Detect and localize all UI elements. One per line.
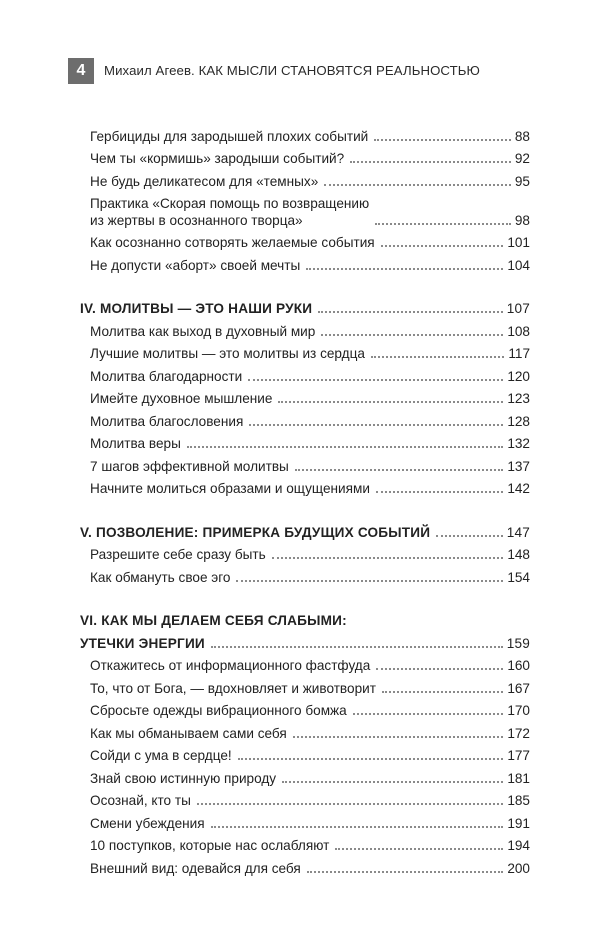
toc-entry[interactable] (80, 719, 530, 742)
toc-entry-page: 160 (507, 658, 530, 673)
toc-entry[interactable] (80, 541, 530, 564)
toc-entry[interactable] (80, 674, 530, 697)
dot-leader (371, 356, 504, 358)
toc-entry-title: Осознай, кто ты (90, 793, 191, 808)
dot-leader (321, 334, 503, 336)
toc-entry-title: Разрешите себе сразу быть (90, 547, 266, 562)
toc-entry-title: Начните молиться образами и ощущениями (90, 481, 370, 496)
toc-entry-title: Гербициды для зародышей плохих событий (90, 128, 369, 144)
dot-leader (238, 758, 504, 760)
toc-entry-page: 167 (507, 680, 530, 696)
toc-entry-title: Сойди с ума в сердце! (90, 748, 232, 763)
dot-leader (335, 848, 503, 850)
dot-leader (248, 379, 503, 381)
toc-entry[interactable] (80, 652, 530, 675)
toc-section-heading[interactable] (80, 518, 530, 541)
toc-entry-page: 92 (514, 151, 530, 166)
toc-entry[interactable] (80, 697, 530, 720)
toc-entry-page: 128 (507, 413, 530, 429)
dot-leader (382, 691, 503, 693)
toc-entry-title: Практика «Скорая помощь по возвращению из жертвы в осознанного творца» (90, 195, 370, 228)
dot-leader (353, 713, 504, 715)
toc-entry-title: Молитва благословения (90, 413, 244, 429)
toc-entry-title: 10 поступков, которые нас ослабляют (90, 838, 330, 853)
page-number-badge (68, 58, 94, 84)
toc-section-heading-line1[interactable] (80, 607, 530, 630)
toc-section-title: IV. МОЛИТВЫ — ЭТО НАШИ РУКИ (80, 301, 313, 316)
dot-leader (187, 446, 503, 448)
toc-entry-title: Смени убеждения (90, 815, 205, 831)
toc-section-title: VI. КАК МЫ ДЕЛАЕМ СЕБЯ СЛАБЫМИ: (80, 613, 347, 628)
dot-leader (376, 491, 503, 493)
toc-entry[interactable] (80, 854, 530, 877)
toc-entry-page: 108 (507, 323, 530, 339)
page-number: 4 (76, 62, 86, 79)
toc-entry[interactable] (80, 340, 530, 363)
toc-entry-page: 142 (507, 481, 530, 496)
toc-entry[interactable] (80, 832, 530, 855)
dot-leader (211, 826, 504, 828)
toc-entry-page: 191 (507, 815, 530, 831)
toc-entry[interactable] (80, 742, 530, 765)
dot-leader (307, 871, 504, 873)
toc-entry-title: Молитва как выход в духовный мир (90, 323, 316, 339)
dot-leader (293, 736, 504, 738)
toc-entry-title: Не будь деликатесом для «темных» (90, 173, 319, 189)
toc-entry[interactable] (80, 190, 530, 229)
toc-section-page: 147 (506, 524, 530, 540)
toc-entry-page: 185 (507, 793, 530, 808)
toc-entry-page: 117 (508, 346, 530, 361)
dot-leader (324, 184, 511, 186)
toc-section-title-cont: УТЕЧКИ ЭНЕРГИИ (80, 635, 205, 651)
toc-entry-page: 177 (507, 748, 530, 763)
dot-leader (278, 401, 503, 403)
toc-entry-title: Откажитесь от информационного фастфуда (90, 658, 371, 673)
toc-entry-page: 137 (507, 458, 530, 474)
dot-leader (306, 268, 503, 270)
toc-entry[interactable] (80, 145, 530, 168)
toc-entry-page: 200 (507, 860, 530, 876)
toc-entry[interactable] (80, 167, 530, 190)
table-of-contents (80, 122, 530, 877)
toc-entry-title: Сбросьте одежды вибрационного бомжа (90, 703, 347, 718)
toc-entry[interactable] (80, 430, 530, 453)
toc-entry-title: Не допусти «аборт» своей мечты (90, 257, 301, 273)
toc-entry[interactable] (80, 407, 530, 430)
toc-entry-title: Внешний вид: одевайся для себя (90, 860, 301, 876)
dot-leader (282, 781, 503, 783)
dot-leader (249, 424, 503, 426)
toc-entry-page: 98 (514, 212, 530, 228)
toc-entry[interactable] (80, 452, 530, 475)
dot-leader (374, 139, 511, 141)
toc-entry-page: 101 (507, 235, 530, 250)
dot-leader (350, 161, 511, 163)
toc-entry-page: 172 (507, 725, 530, 741)
toc-entry-title: Чем ты «кормишь» зародыши событий? (90, 151, 345, 166)
dot-leader (272, 557, 504, 559)
toc-entry-page: 148 (507, 547, 530, 562)
toc-entry[interactable] (80, 385, 530, 408)
dot-leader (295, 469, 503, 471)
toc-section-title: V. ПОЗВОЛЕНИЕ: ПРИМЕРКА БУДУЩИХ СОБЫТИЙ (80, 524, 431, 540)
toc-entry-page: 132 (507, 436, 530, 451)
toc-entry[interactable] (80, 809, 530, 832)
toc-section-page: 107 (506, 301, 530, 316)
toc-entry-title: Знай свою истинную природу (90, 770, 277, 786)
toc-entry-title: Молитва благодарности (90, 368, 243, 384)
toc-entry[interactable] (80, 229, 530, 252)
dot-leader (436, 535, 503, 537)
toc-entry-title: Молитва веры (90, 436, 181, 451)
toc-entry[interactable] (80, 317, 530, 340)
dot-leader (376, 668, 503, 670)
running-title: Михаил Агеев. КАК МЫСЛИ СТАНОВЯТСЯ РЕАЛЬНОСТЬЮ (104, 63, 480, 78)
toc-entry[interactable] (80, 764, 530, 787)
toc-entry[interactable] (80, 251, 530, 274)
toc-entry-title: Как обмануть свое эго (90, 569, 231, 585)
toc-entry-title: Имейте духовное мышление (90, 391, 273, 406)
toc-section-page: 159 (506, 635, 530, 651)
dot-leader (197, 803, 503, 805)
dot-leader (381, 245, 504, 247)
toc-section-heading-line2[interactable] (80, 629, 530, 652)
dot-leader (318, 311, 502, 313)
toc-entry-title: То, что от Бога, — вдохновляет и животворит (90, 680, 376, 696)
toc-entry-page: 95 (514, 173, 530, 189)
dot-leader (211, 646, 503, 648)
toc-entry[interactable] (80, 362, 530, 385)
toc-entry-page: 194 (507, 838, 530, 853)
dot-leader (236, 580, 503, 582)
toc-entry-title: Как мы обманываем сами себя (90, 725, 287, 741)
toc-entry[interactable] (80, 563, 530, 586)
dot-leader (375, 223, 511, 225)
toc-entry-page: 88 (514, 128, 530, 144)
toc-entry-page: 120 (507, 368, 530, 384)
toc-entry-page: 123 (507, 391, 530, 406)
toc-entry[interactable] (80, 787, 530, 810)
toc-entry-title: Лучшие молитвы — это молитвы из сердца (90, 346, 365, 361)
toc-entry[interactable] (80, 475, 530, 498)
toc-entry-page: 154 (507, 569, 530, 585)
toc-section-heading[interactable] (80, 295, 530, 318)
toc-entry-title: Как осознанно сотворять желаемые события (90, 235, 375, 250)
toc-entry-page: 170 (507, 703, 530, 718)
toc-entry-title: 7 шагов эффективной молитвы (90, 458, 289, 474)
toc-entry-page: 104 (507, 257, 530, 273)
toc-entry-page: 181 (507, 770, 530, 786)
toc-entry[interactable] (80, 122, 530, 145)
